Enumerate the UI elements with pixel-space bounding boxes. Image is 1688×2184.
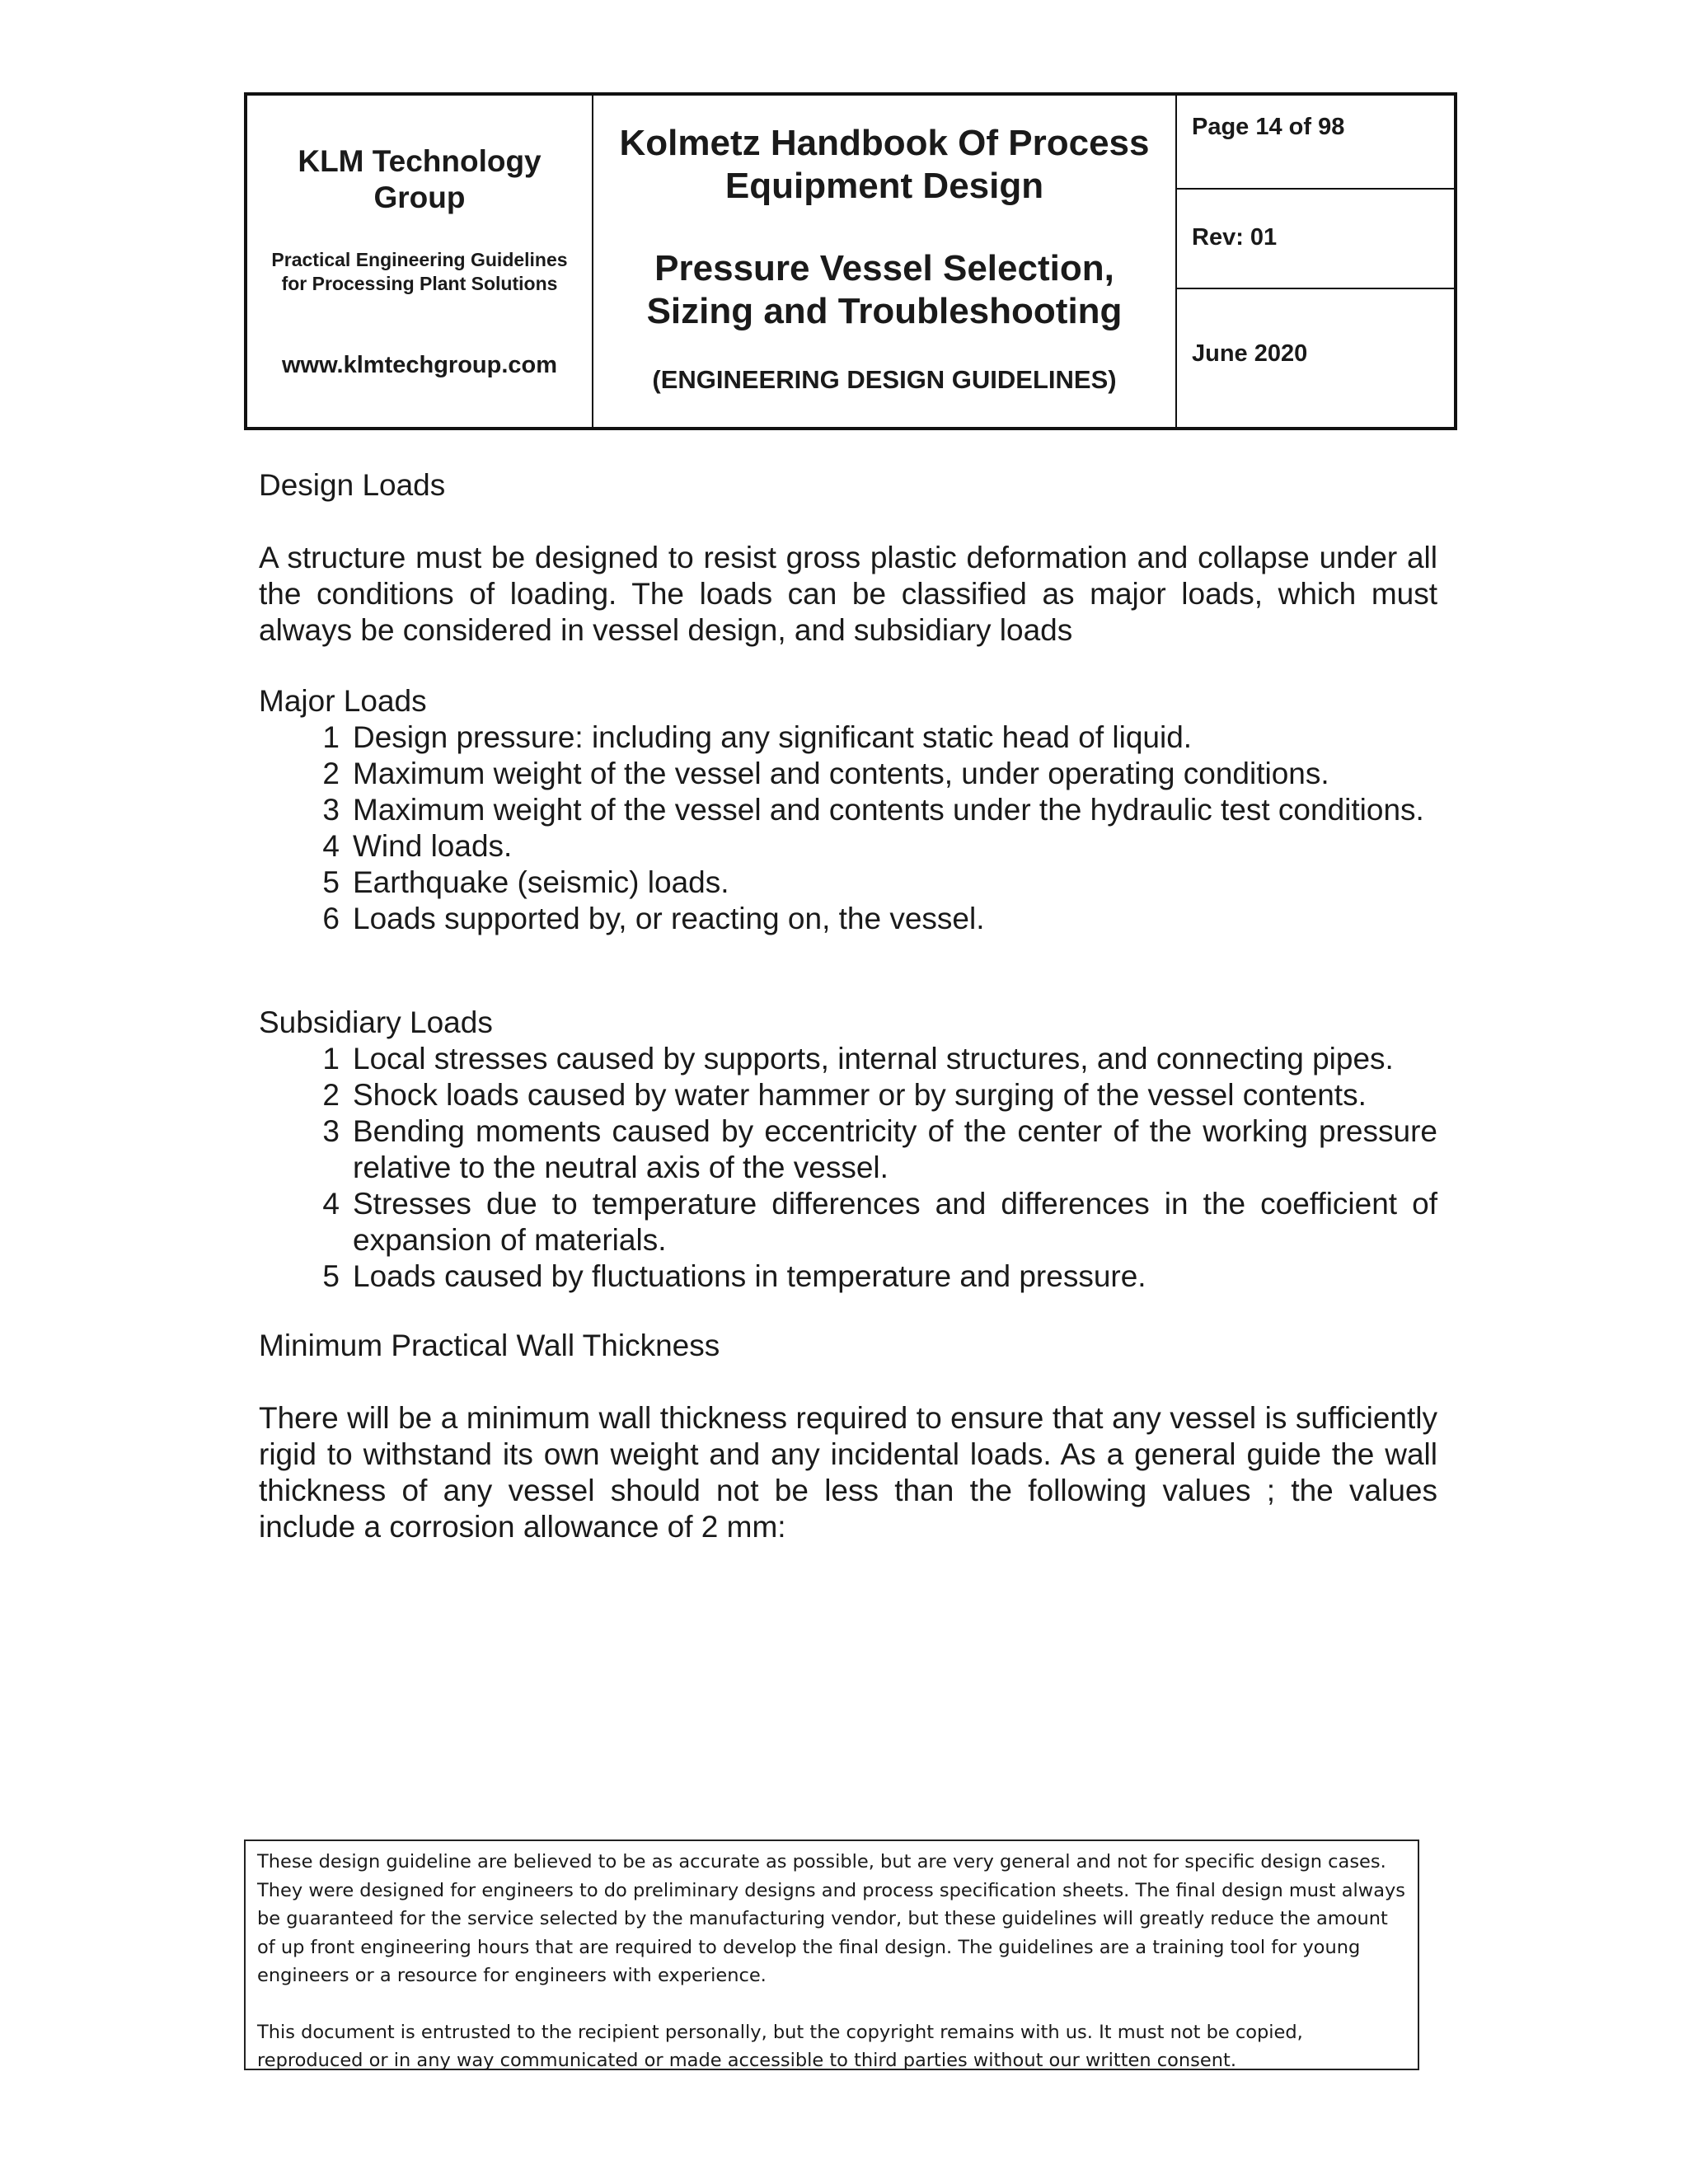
- list-item: 2 Shock loads caused by water hammer or by surging of the vessel contents.: [322, 1078, 1367, 1112]
- list-item: 3 Maximum weight of the vessel and contents under the hydraulic test conditions.: [322, 793, 1424, 827]
- major-loads-list: [259, 719, 1437, 937]
- list-item: 6 Loads supported by, or reacting on, the vessel.: [322, 902, 985, 935]
- disclaimer-accuracy: These design guideline are believed to be as accurate as possible, but are very general and not for specific design cases. They were designed for engineers to do preliminary designs and process specification sheets. The final design must always be guaranteed for the service selected by the manufacturing vendor, but these guidelines will greatly reduce the amount of up front engineering hours that are required to develop the final design. The guidelines are a training tool for young engineers or a resource for engineers with experience.: [257, 1851, 1406, 1986]
- title-block: [593, 96, 1177, 427]
- list-item: 5 Loads caused by fluctuations in temperature and pressure.: [322, 1259, 1146, 1293]
- meta-block: [1177, 96, 1454, 427]
- list-item: 1 Design pressure: including any significant static head of liquid.: [322, 720, 1193, 754]
- list-item: 4 Wind loads.: [322, 829, 513, 863]
- revision: Rev: 01: [1177, 190, 1454, 289]
- disclaimer-copyright: This document is entrusted to the recipient personally, but the copyright remains with us. It must not be copied, reproduced or in any way communicated or made accessible to third parties without our written consent.: [257, 2021, 1303, 2071]
- design-loads-heading: Design Loads: [259, 468, 446, 502]
- subsidiary-loads-heading: Subsidiary Loads: [259, 1005, 493, 1039]
- list-item: 4 Stresses due to temperature differences and differences in the coefficient of expansion of materials.: [322, 1187, 1437, 1257]
- disclaimer-box: [244, 1840, 1419, 2070]
- document-subject: Pressure Vessel Selection, Sizing and Troubleshooting: [646, 248, 1123, 331]
- list-item: 2 Maximum weight of the vessel and contents, under operating conditions.: [322, 757, 1329, 790]
- min-wall-heading: Minimum Practical Wall Thickness: [259, 1329, 720, 1362]
- page-number: Page 14 of 98: [1177, 96, 1454, 190]
- company-tagline: Practical Engineering Guidelines for Processing Plant Solutions: [271, 249, 568, 294]
- handbook-title: Kolmetz Handbook Of Process Equipment Design: [619, 123, 1150, 206]
- list-item: 3 Bending moments caused by eccentricity of the center of the working pressure relative to the neutral axis of the vessel.: [322, 1114, 1437, 1184]
- design-loads-intro: A structure must be designed to resist gross plastic deformation and collapse under all the conditions of loading. The loads can be classified as major loads, which must always be considered in vessel design, and subsidiary loads: [259, 541, 1437, 647]
- company-name: KLM Technology Group: [298, 144, 542, 214]
- major-loads-heading: Major Loads: [259, 684, 427, 718]
- document-type: (ENGINEERING DESIGN GUIDELINES): [652, 365, 1117, 394]
- subsidiary-loads-list: [259, 1041, 1437, 1295]
- company-website: www.klmtechgroup.com: [281, 352, 558, 378]
- company-block: [247, 96, 593, 427]
- list-item: 1 Local stresses caused by supports, internal structures, and connecting pipes.: [322, 1042, 1394, 1076]
- list-item: 5 Earthquake (seismic) loads.: [322, 865, 729, 899]
- min-wall-text: There will be a minimum wall thickness required to ensure that any vessel is sufficiently rigid to withstand its own weight and any incidental loads. As a general guide the wall thickness of any vessel should not be less than the following values ; the values include a corrosion allowance of 2 mm:: [259, 1401, 1437, 1544]
- revision-date: June 2020: [1192, 340, 1308, 367]
- document-header: [244, 92, 1457, 430]
